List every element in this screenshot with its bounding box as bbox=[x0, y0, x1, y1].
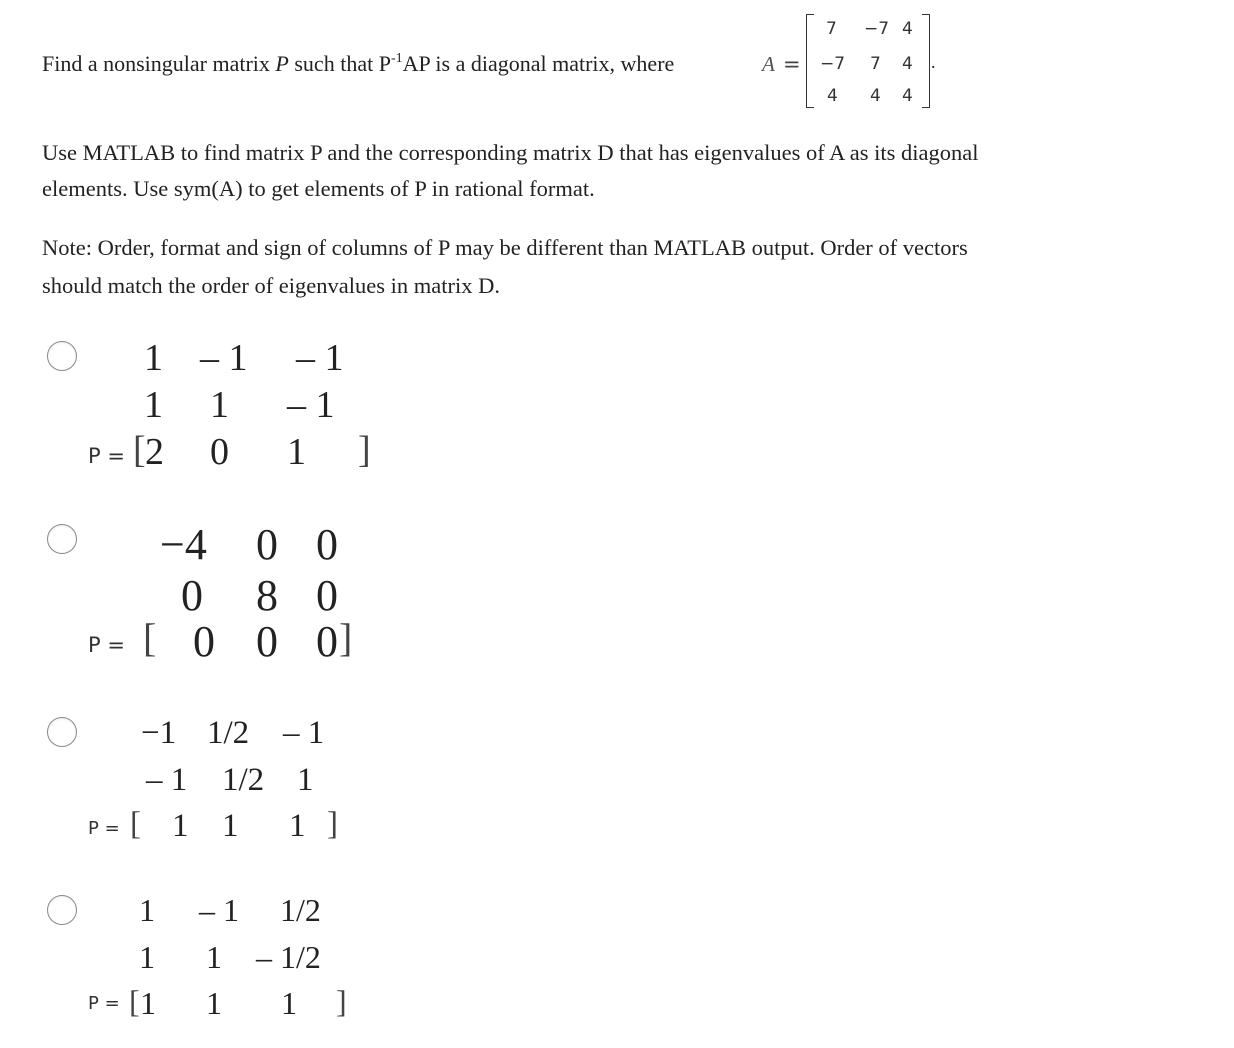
var-p: P bbox=[275, 51, 289, 76]
option-3-cell: 1 bbox=[172, 808, 189, 844]
option-1-left-bracket: [ bbox=[133, 429, 146, 471]
option-2-right-bracket: ] bbox=[339, 615, 353, 660]
note-paragraph bbox=[42, 229, 968, 305]
note-line-2: should match the order of eigenvalues in matrix D. bbox=[42, 273, 500, 298]
matrix-a-cell: 7 bbox=[826, 19, 837, 39]
option-1-cell: 1 bbox=[287, 431, 306, 473]
matrix-a-cell: 4 bbox=[902, 19, 913, 39]
option-2-cell: 0 bbox=[256, 520, 278, 569]
option-3-cell: 1 bbox=[297, 762, 314, 798]
matrix-a-cell: 7 bbox=[870, 54, 881, 74]
option-1-p-label: P = bbox=[88, 444, 125, 468]
option-2-cell: 0 bbox=[181, 571, 203, 620]
option-2-cell: 0 bbox=[193, 617, 215, 666]
option-4-cell: 1 bbox=[281, 985, 297, 1021]
option-3-right-bracket: ] bbox=[327, 806, 338, 842]
option-4-cell: 1/2 bbox=[280, 892, 321, 928]
option-2-cell: 0 bbox=[316, 520, 338, 569]
option-1-cell: 1 bbox=[144, 337, 163, 379]
option-1-cell: – 1 bbox=[200, 337, 248, 379]
option-1-right-bracket: ] bbox=[358, 429, 371, 471]
superscript-minus-one: -1 bbox=[390, 51, 403, 66]
radio-button-option-4[interactable] bbox=[47, 895, 77, 925]
matrix-a-cell: 4 bbox=[870, 86, 881, 106]
option-1-cell: 2 bbox=[145, 431, 164, 473]
option-2-cell: 0 bbox=[316, 617, 338, 666]
option-2-cell: 8 bbox=[256, 571, 278, 620]
radio-button-option-1[interactable] bbox=[47, 341, 77, 371]
option-4-cell: – 1/2 bbox=[256, 939, 321, 975]
option-3-p-label: P = bbox=[88, 818, 120, 839]
option-3-cell: 1/2 bbox=[222, 762, 265, 798]
option-4-cell: – 1 bbox=[199, 892, 239, 928]
instructions-paragraph bbox=[42, 135, 979, 207]
matrix-a-cell: 4 bbox=[902, 54, 913, 74]
option-1-cell: – 1 bbox=[296, 337, 344, 379]
option-4-p-label: P = bbox=[88, 993, 120, 1014]
option-4-left-bracket: [ bbox=[129, 983, 140, 1019]
option-3-left-bracket: [ bbox=[130, 806, 141, 842]
equals-sign: = bbox=[783, 52, 801, 76]
option-4-cell: 1 bbox=[140, 985, 156, 1021]
option-2-cell: −4 bbox=[160, 520, 207, 569]
question-text-before: Find a nonsingular matrix bbox=[42, 51, 276, 76]
option-4-cell: 1 bbox=[206, 985, 222, 1021]
option-2-cell: 0 bbox=[316, 571, 338, 620]
radio-button-option-3[interactable] bbox=[47, 717, 77, 747]
option-1-cell: 1 bbox=[210, 384, 229, 426]
matrix-a-cell: 4 bbox=[827, 86, 838, 106]
option-1-cell: 1 bbox=[144, 384, 163, 426]
option-3-cell: – 1 bbox=[146, 762, 188, 798]
var-a: A bbox=[762, 52, 775, 76]
option-4-cell: 1 bbox=[139, 892, 155, 928]
question-text-after: AP is a diagonal matrix, where bbox=[402, 51, 675, 76]
option-2-p-label: P = bbox=[88, 633, 125, 657]
option-3-cell: −1 bbox=[141, 715, 177, 751]
option-4-right-bracket: ] bbox=[336, 983, 347, 1019]
option-3-cell: – 1 bbox=[283, 715, 325, 751]
note-line-1: Note: Order, format and sign of columns of P may be different than MATLAB output. Order of vectors bbox=[42, 235, 968, 260]
question-text-mid: such that P bbox=[288, 51, 391, 76]
option-4-cell: 1 bbox=[206, 939, 222, 975]
option-1-cell: 0 bbox=[210, 431, 229, 473]
matrix-a-cell: −7 bbox=[820, 54, 846, 74]
option-3-cell: 1 bbox=[222, 808, 239, 844]
instructions-line-2: elements. Use sym(A) to get elements of P in rational format. bbox=[42, 176, 595, 201]
instructions-line-1: Use MATLAB to find matrix P and the corresponding matrix D that has eigenvalues of A as its diagonal bbox=[42, 140, 979, 165]
option-2-left-bracket: [ bbox=[143, 615, 157, 660]
option-2-cell: 0 bbox=[256, 617, 278, 666]
matrix-a-cell: 4 bbox=[902, 86, 913, 106]
matrix-a-left-bracket bbox=[806, 14, 814, 108]
matrix-a-right-bracket bbox=[922, 14, 930, 108]
option-1-cell: – 1 bbox=[287, 384, 335, 426]
radio-button-option-2[interactable] bbox=[47, 524, 77, 554]
option-4-cell: 1 bbox=[139, 939, 155, 975]
question-period: . bbox=[931, 52, 936, 72]
question-text bbox=[42, 51, 674, 77]
matrix-a-cell: −7 bbox=[864, 19, 890, 39]
option-3-cell: 1/2 bbox=[207, 715, 250, 751]
option-3-cell: 1 bbox=[289, 808, 306, 844]
